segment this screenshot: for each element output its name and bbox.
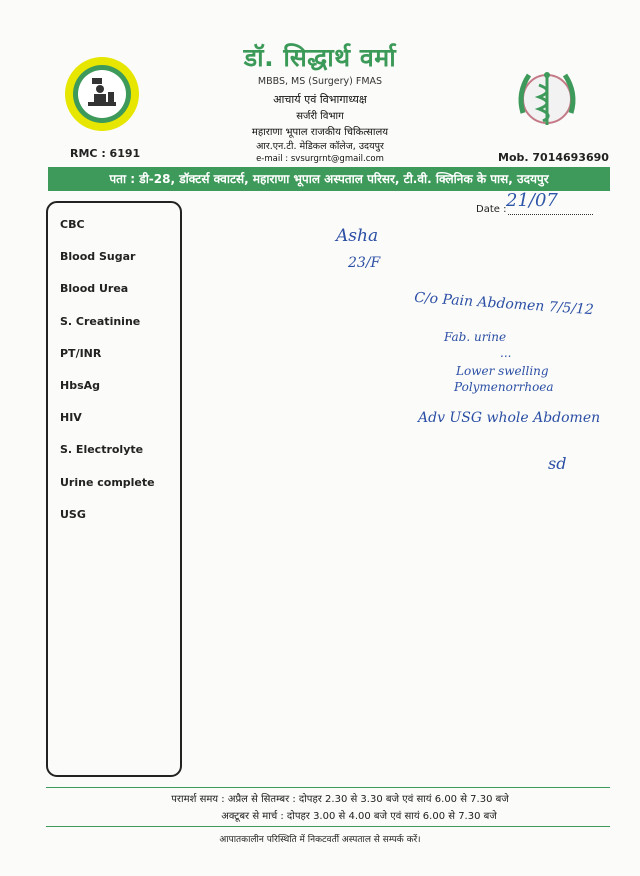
college-name: आर.एन.टी. मेडिकल कॉलेज, उदयपुर	[256, 141, 384, 152]
handwritten-complaint: ...	[500, 346, 512, 360]
handwritten-complaint: Lower swelling	[456, 364, 549, 378]
handwritten-advice: Adv USG whole Abdomen	[418, 410, 601, 426]
list-item: S. Creatinine	[60, 314, 141, 328]
list-item: Blood Urea	[60, 282, 129, 296]
list-item: PT/INR	[60, 346, 102, 360]
footer-rule-bottom	[46, 826, 610, 827]
consultation-timing-summer: परामर्श समय : अप्रैल से सितम्बर : दोपहर 2.30 से 3.30 बजे एवं सायं 6.00 से 7.30 बजे	[171, 794, 509, 805]
footer-rule-top	[46, 787, 610, 788]
handwritten-patient-name: Asha	[336, 226, 379, 246]
handwritten-signature: sd	[548, 454, 567, 473]
investigations-list	[60, 218, 155, 540]
date-value: 21/07	[506, 190, 558, 211]
hospital-name: महाराणा भूपाल राजकीय चिकित्सालय	[251, 127, 389, 138]
consultation-timing-winter: अक्टूबर से मार्च : दोपहर 3.00 से 4.00 बजे एवं सायं 6.00 से 7.30 बजे	[221, 811, 497, 822]
rmc-number: RMC : 6191	[70, 147, 141, 160]
list-item: CBC	[60, 218, 85, 231]
emergency-note: आपातकालीन परिस्थिति में निकटवर्ती अस्पताल से सम्पर्क करें।	[219, 835, 421, 845]
designation: आचार्य एवं विभागाध्यक्ष	[273, 93, 367, 106]
list-item: Urine complete	[60, 475, 155, 489]
qualifications: MBBS, MS (Surgery) FMAS	[257, 76, 383, 87]
list-item: USG	[60, 507, 86, 521]
handwritten-complaint: Polymenorrhoea	[454, 380, 554, 394]
mobile-number: Mob. 7014693690	[498, 151, 609, 164]
list-item: S. Electrolyte	[60, 443, 144, 457]
address-band: पता : डी-28, डॉक्टर्स क्वाटर्स, महाराणा भूपाल अस्पताल परिसर, टी.वी. क्लिनिक के पास, उदयपुर	[48, 167, 610, 191]
handwritten-complaint: C/o Pain Abdomen 7/5/12	[413, 289, 595, 319]
handwritten-complaint: Fab. urine	[444, 330, 507, 344]
doctor-name: डॉ. सिद्धार्थ वर्मा	[243, 43, 397, 72]
list-item: HbsAg	[60, 378, 101, 392]
date-label: Date :	[476, 204, 507, 215]
handwritten-age-sex: 23/F	[348, 255, 381, 271]
email: e-mail : svsurgrnt@gmail.com	[256, 154, 384, 164]
list-item: Blood Sugar	[60, 250, 136, 264]
list-item: HIV	[60, 411, 82, 425]
date-line	[508, 214, 593, 215]
department: सर्जरी विभाग	[296, 111, 344, 122]
